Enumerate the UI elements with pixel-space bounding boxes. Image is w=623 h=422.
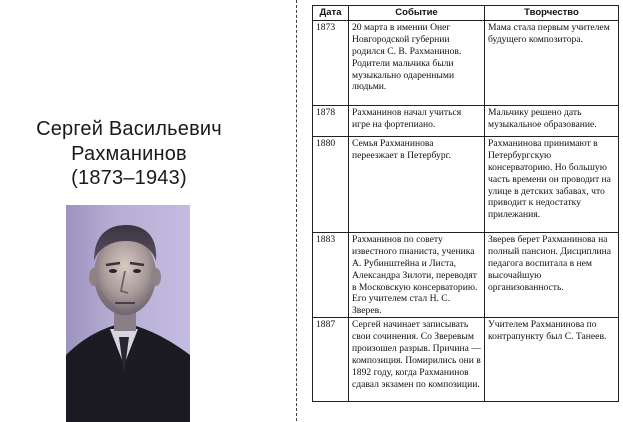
table-row	[313, 20, 619, 105]
row-work: Мальчику решено дать музыкальное образование.	[485, 105, 619, 136]
title-surname-line: Рахманинов	[71, 142, 187, 165]
row-event: Рахманинов начал учиться игре на фортепиано.	[349, 105, 485, 136]
row-event: Семья Рахманинова переезжает в Петербург.	[349, 136, 485, 232]
table-row	[313, 105, 619, 136]
row-year: 1873	[313, 20, 349, 105]
row-work: Мама стала первым учителем будущего композитора.	[485, 20, 619, 105]
title-years-line: (1873–1943)	[71, 167, 187, 189]
left-page	[0, 0, 290, 421]
table-row	[313, 136, 619, 232]
header-date: Дата	[313, 6, 349, 21]
header-work: Творчество	[485, 6, 619, 21]
table-row	[313, 232, 619, 317]
page-divider	[296, 0, 298, 421]
row-year: 1883	[313, 232, 349, 317]
row-event: Сергей начинает записывать свои сочинения. Со Зверевым произошел разрыв. Причина — композиция. Помирились они в 1892 году, когда Рахманинов сдавал экзамен по композиции.	[349, 318, 485, 402]
chronology-table	[312, 5, 619, 402]
row-work: Учителем Рахманинова по контрапункту был С. Танеев.	[485, 318, 619, 402]
table-header-row	[313, 6, 619, 21]
header-event: Событие	[349, 6, 485, 21]
title-name-line: Сергей Васильевич	[36, 118, 222, 140]
page-title	[0, 117, 258, 191]
row-year: 1878	[313, 105, 349, 136]
row-event: 20 марта в имении Онег Новгородской губернии родился С. В. Рахманинов. Родители мальчика были музыкально одаренными людьми.	[349, 20, 485, 105]
row-event: Рахманинов по совету известного пианиста, ученика А. Рубинштейна и Листа, Александра Зилоти, переводят в Московскую консерваторию. Его учителем стал Н. С. Зверев.	[349, 232, 485, 317]
portrait-illustration	[66, 205, 190, 422]
row-work: Рахманинова принимают в Петербургскую консерваторию. Но большую часть времени он проводит на улице в детских забавах, что приводит к недостатку прилежания.	[485, 136, 619, 232]
row-year: 1887	[313, 318, 349, 402]
portrait-photo	[66, 205, 190, 422]
table-row	[313, 318, 619, 402]
row-work: Зверев берет Рахманинова на полный пансион. Дисциплина педагога воспитала в нем высочайшую организованность.	[485, 232, 619, 317]
row-year: 1880	[313, 136, 349, 232]
